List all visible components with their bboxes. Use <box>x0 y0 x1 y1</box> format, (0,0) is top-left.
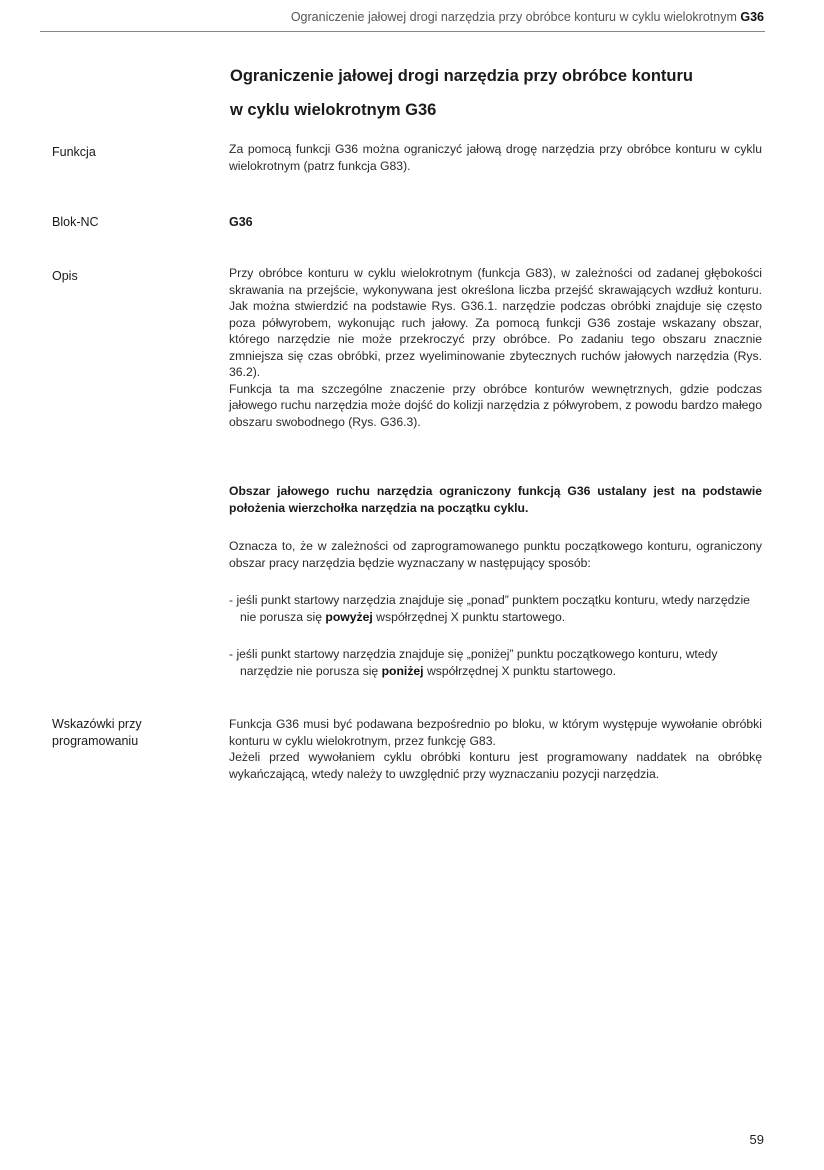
wskazowki-text <box>229 716 762 782</box>
opis-bullet-2-text: - jeśli punkt startowy narzędzia znajduje się „poniżej” punktu początkowego konturu, wtedy narzędzie nie porusza się <box>229 647 718 678</box>
page-title-line-1: Ograniczenie jałowej drogi narzędzia przy obróbce konturu <box>230 67 693 85</box>
opis-bullet-2-emphasis: poniżej <box>381 663 424 678</box>
label-wskazowki-line-1: Wskazówki przy <box>52 717 142 731</box>
label-blok-nc: Blok-NC <box>52 215 99 229</box>
page-number: 59 <box>749 1132 764 1147</box>
opis-bullet-1-text: - jeśli punkt startowy narzędzia znajduje się „ponad” punktem początku konturu, wtedy narzędzie nie porusza się <box>229 593 750 624</box>
opis-bullet-1-emphasis: powyżej <box>325 609 373 624</box>
label-wskazowki-line-2: programowaniu <box>52 733 139 748</box>
running-header-code: G36 <box>740 10 764 24</box>
page-title-line-2: w cyklu wielokrotnym G36 <box>230 101 437 119</box>
opis-paragraph-1: Przy obróbce konturu w cyklu wielokrotnym (funkcja G83), w zależności od zadanej głębokości skrawania na przejście, wykonywana jest określona liczba przejść skrawających wzdłuż konturu. Jak można stwierdzić na podstawie Rys. G36.1. narzędzie podczas obróbki znajduje się często poza półwyrobem, wykonując ruch jałowy. Za pomocą funkcji G36 zostaje wskazany obszar, którego narzędzie nie może przekroczyć przy obróbce. Po zadaniu tego obszaru znacznie zmniejsza się czas obróbki, przez wyeliminowanie zbytecznych ruchów jałowych narzędzia (Rys. 36.2). <box>229 266 762 379</box>
blok-nc-value: G36 <box>229 215 253 229</box>
opis-bullet-2-tail: współrzędnej X punktu startowego. <box>423 663 616 678</box>
opis-paragraph-3: Oznacza to, że w zależności od zaprogramowanego punktu początkowego konturu, ograniczony obszar pracy narzędzia będzie wyznaczany w następujący sposób: <box>229 539 762 570</box>
running-header <box>60 10 764 24</box>
running-header-title: Ograniczenie jałowej drogi narzędzia przy obróbce konturu w cyklu wielokrotnym <box>290 10 737 24</box>
wskazowki-paragraph-1: Funkcja G36 musi być podawana bezpośrednio po bloku, w którym występuje wywołanie obróbki konturu w cyklu wielokrotnym, przez funkcję G83. <box>229 717 762 748</box>
funkcja-text: Za pomocą funkcji G36 można ograniczyć jałową drogę narzędzia przy obróbce konturu w cyklu wielokrotnym (patrz funkcja G83). <box>229 142 762 173</box>
label-wskazowki <box>52 716 222 749</box>
opis-paragraph-2: Funkcja ta ma szczególne znaczenie przy obróbce konturów wewnętrznych, gdzie podczas jałowego ruchu narzędzia może dojść do kolizji narzędzia z półwyrobem, z powodu bardzo małego obszaru swobodnego (Rys. G36.3). <box>229 381 762 429</box>
opis-bullet-1-tail: współrzędnej X punktu startowego. <box>372 609 566 624</box>
opis-bold-paragraph: Obszar jałowego ruchu narzędzia ograniczony funkcją G36 ustalany jest na podstawie położenia wierzchołka narzędzia na początku cyklu. <box>229 484 762 515</box>
opis-bullet-1 <box>229 592 762 625</box>
label-opis: Opis <box>52 269 78 283</box>
opis-bullet-2 <box>229 646 762 679</box>
header-rule <box>40 31 765 32</box>
label-funkcja: Funkcja <box>52 145 96 159</box>
opis-description <box>229 265 762 430</box>
wskazowki-paragraph-2: Jeżeli przed wywołaniem cyklu obróbki konturu jest programowany naddatek na obróbkę wykańczającą, wtedy należy to uwzględnić przy wyznaczaniu pozycji narzędzia. <box>229 750 762 781</box>
